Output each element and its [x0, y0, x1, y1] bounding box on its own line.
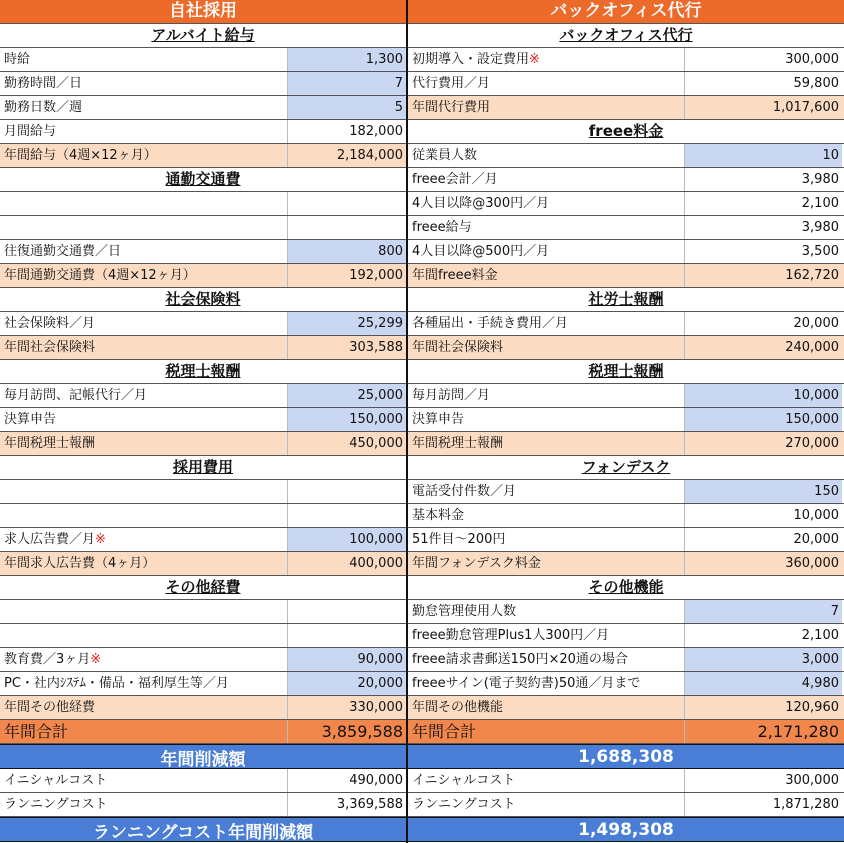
row-label: 4人目以降@300円／月	[412, 196, 550, 211]
row-label: 勤務日数／週	[4, 100, 83, 115]
table-row	[408, 528, 844, 552]
row-value: 240,000	[685, 336, 842, 359]
section-heading-row	[408, 456, 844, 480]
row-label-cell	[408, 192, 685, 215]
row-label: 代行費用／月	[412, 76, 491, 91]
row-label-cell	[408, 480, 685, 503]
row-value: 400,000	[288, 552, 406, 575]
row-value[interactable]: 100,000	[288, 528, 406, 551]
section-heading-row	[408, 288, 844, 312]
section-heading: 採用費用	[172, 458, 233, 476]
row-label-cell	[0, 672, 288, 695]
table-row	[408, 192, 844, 216]
annual-reduction-band	[0, 745, 844, 769]
annual-reduction-value: 1,688,308	[578, 747, 674, 767]
row-label: 年間その他機能	[412, 700, 504, 715]
table-row	[408, 48, 844, 72]
section-heading-row	[0, 24, 406, 48]
row-label-cell	[408, 264, 685, 287]
row-label: 年間給与（4週×12ヶ月）	[4, 148, 157, 163]
row-label: 時給	[4, 52, 31, 67]
section-heading-row	[408, 360, 844, 384]
row-value: 2,184,000	[288, 144, 406, 167]
row-label: 勤務時間／日	[4, 76, 83, 91]
table-row	[408, 672, 844, 696]
row-label-cell	[408, 216, 685, 239]
row-label-cell	[408, 312, 685, 335]
row-label-cell	[0, 480, 288, 503]
cost-label: ランニングコスト	[408, 793, 685, 816]
annual-reduction-label: 年間削減額	[0, 745, 408, 770]
row-label-cell	[0, 312, 288, 335]
section-heading: 税理士報酬	[588, 362, 664, 380]
row-label: 年間社会保険料	[4, 340, 96, 355]
table-row	[408, 240, 844, 264]
table-row	[408, 216, 844, 240]
running-reduction-band	[0, 818, 844, 842]
row-value	[288, 504, 406, 527]
row-label-cell	[0, 72, 288, 95]
row-value: 300,000	[785, 52, 839, 67]
section-heading-row	[0, 456, 406, 480]
subtotal-row	[408, 432, 844, 456]
row-label-cell	[0, 432, 288, 455]
cost-label: ランニングコスト	[0, 793, 288, 816]
row-label: 年間その他経費	[4, 700, 96, 715]
row-label-cell	[0, 384, 288, 407]
row-label-cell	[408, 336, 685, 359]
section-heading: 社会保険料	[165, 290, 241, 308]
row-value[interactable]: 10	[685, 144, 842, 167]
subtotal-row	[0, 144, 406, 168]
table-row	[0, 96, 406, 120]
table-row	[0, 504, 406, 528]
section-heading: 社労士報酬	[588, 290, 664, 308]
subtotal-row	[408, 696, 844, 720]
table-row	[0, 480, 406, 504]
row-label-cell	[408, 528, 685, 551]
section-heading: アルバイト給与	[151, 26, 255, 44]
cost-row	[408, 793, 844, 817]
row-label-cell	[408, 96, 685, 119]
subtotal-row	[408, 552, 844, 576]
row-label: 初期導入・設定費用	[412, 52, 530, 67]
section-heading-row	[0, 288, 406, 312]
section-heading: フォンデスク	[581, 458, 671, 476]
row-label-cell	[408, 504, 685, 527]
row-value[interactable]: 5	[288, 96, 406, 119]
section-heading-row	[0, 360, 406, 384]
table-row	[408, 168, 844, 192]
cost-row	[0, 793, 406, 817]
row-value: 192,000	[288, 264, 406, 287]
row-label: 毎月訪問、記帳代行／月	[4, 388, 148, 403]
row-label: 各種届出・手続き費用／月	[412, 316, 569, 331]
row-label: freeeサイン(電子契約書)50通／月まで	[412, 676, 641, 691]
section-heading-row	[408, 24, 844, 48]
row-label: PC・社内ｼｽﾃﾑ・備品・福利厚生等／月	[4, 676, 229, 691]
section-heading-row	[0, 576, 406, 600]
cost-label: イニシャルコスト	[0, 769, 288, 792]
table-row	[408, 72, 844, 96]
row-label: 年間フォンデスク料金	[412, 556, 541, 571]
row-value: 3,859,588	[288, 720, 406, 743]
in-house-header	[0, 0, 406, 24]
table-row	[408, 648, 844, 672]
row-label-cell	[0, 648, 288, 671]
row-label-cell	[408, 144, 685, 167]
row-label-cell	[0, 120, 288, 143]
cost-value: 3,369,588	[336, 797, 403, 812]
row-label-cell	[0, 600, 288, 623]
row-value[interactable]: 150	[685, 480, 842, 503]
row-label-cell	[408, 720, 685, 743]
row-label: 月間給与	[4, 124, 57, 139]
row-value[interactable]: 150,000	[685, 408, 842, 431]
row-label-cell	[0, 192, 288, 215]
row-label: 年間freee料金	[412, 268, 498, 283]
row-value	[288, 624, 406, 647]
row-label: 年間合計	[4, 721, 69, 741]
cost-value: 490,000	[349, 773, 403, 788]
in-house-breakdown	[0, 769, 408, 818]
row-label: 年間求人広告費（4ヶ月）	[4, 556, 156, 571]
table-row	[0, 384, 406, 408]
subtotal-row	[0, 264, 406, 288]
backoffice-breakdown	[408, 769, 844, 818]
table-row	[0, 624, 406, 648]
section-heading: バックオフィス代行	[559, 26, 693, 44]
row-label: freee給与	[412, 220, 472, 235]
row-value: 3,980	[801, 220, 839, 235]
row-value	[288, 192, 406, 215]
row-value[interactable]: 4,980	[685, 672, 842, 695]
row-label-cell	[0, 48, 288, 71]
row-value: 162,720	[685, 264, 842, 287]
table-row	[0, 216, 406, 240]
row-label-cell	[408, 48, 685, 71]
table-row	[0, 240, 406, 264]
row-label: 4人目以降@500円／月	[412, 244, 550, 259]
in-house-column	[0, 0, 408, 745]
row-label-cell	[0, 144, 288, 167]
total-row	[0, 720, 406, 744]
row-label: 求人広告費／月	[4, 532, 96, 547]
row-label-cell	[408, 672, 685, 695]
row-label: 年間税理士報酬	[412, 436, 504, 451]
row-label-cell	[408, 696, 685, 719]
section-heading: 税理士報酬	[165, 362, 241, 380]
row-label-cell	[0, 96, 288, 119]
row-label-cell	[408, 648, 685, 671]
row-label: 往復通勤交通費／日	[4, 244, 122, 259]
row-value[interactable]: 90,000	[288, 648, 406, 671]
table-row	[408, 624, 844, 648]
row-value: 2,171,280	[685, 720, 842, 743]
row-value: 120,960	[685, 696, 842, 719]
subtotal-row	[0, 432, 406, 456]
section-heading: 通勤交通費	[165, 170, 241, 188]
row-label-cell	[0, 720, 288, 743]
table-row	[0, 528, 406, 552]
row-value	[288, 600, 406, 623]
row-value: 303,588	[288, 336, 406, 359]
row-label: freee勤怠管理Plus1人300円／月	[412, 628, 610, 643]
section-heading-row	[408, 576, 844, 600]
row-label-cell	[408, 408, 685, 431]
row-value[interactable]: 150,000	[288, 408, 406, 431]
row-label: freee会計／月	[412, 172, 498, 187]
table-row	[408, 408, 844, 432]
row-value[interactable]: 25,299	[288, 312, 406, 335]
row-value	[288, 480, 406, 503]
row-label-cell	[0, 240, 288, 263]
row-value: 2,100	[801, 628, 839, 643]
row-label: 決算申告	[4, 412, 57, 427]
row-label-cell	[408, 72, 685, 95]
row-label: 従業員人数	[412, 148, 478, 163]
row-label: 51件目〜200円	[412, 532, 506, 547]
row-label-cell	[0, 528, 288, 551]
table-row	[0, 672, 406, 696]
row-value[interactable]: 20,000	[288, 672, 406, 695]
row-value[interactable]: 1,300	[288, 48, 406, 71]
cost-label: イニシャルコスト	[408, 769, 685, 792]
row-label-cell	[0, 552, 288, 575]
table-row	[0, 312, 406, 336]
cost-row	[408, 769, 844, 793]
row-value: 2,100	[801, 196, 839, 211]
table-row	[0, 648, 406, 672]
row-value[interactable]: 7	[685, 600, 842, 623]
row-label-cell	[0, 336, 288, 359]
table-row	[408, 312, 844, 336]
table-row	[408, 504, 844, 528]
row-label-cell	[0, 216, 288, 239]
cost-row	[0, 769, 406, 793]
row-label-cell	[408, 384, 685, 407]
row-label-cell	[408, 168, 685, 191]
section-heading: freee料金	[588, 122, 664, 140]
row-label: 年間税理士報酬	[4, 436, 96, 451]
row-value: 20,000	[793, 532, 839, 547]
table-row	[0, 192, 406, 216]
row-label: 毎月訪問／月	[412, 388, 491, 403]
row-value: 3,980	[801, 172, 839, 187]
subtotal-row	[408, 336, 844, 360]
row-value: 182,000	[349, 124, 403, 139]
subtotal-row	[408, 96, 844, 120]
note-mark: ※	[529, 52, 540, 67]
running-reduction-label: ランニングコスト年間削減額	[0, 818, 408, 843]
row-value: 3,500	[801, 244, 839, 259]
row-label: 電話受付件数／月	[412, 484, 517, 499]
row-label-cell	[0, 264, 288, 287]
total-row	[408, 720, 844, 744]
row-label: 年間通勤交通費（4週×12ヶ月）	[4, 268, 196, 283]
row-label: 社会保険料／月	[4, 316, 96, 331]
row-value	[288, 216, 406, 239]
table-row	[0, 72, 406, 96]
running-reduction-value: 1,498,308	[578, 820, 674, 840]
backoffice-column	[408, 0, 844, 745]
row-value: 10,000	[793, 508, 839, 523]
table-row	[0, 120, 406, 144]
row-value: 330,000	[288, 696, 406, 719]
cost-breakdown	[0, 769, 844, 818]
row-label: freee請求書郵送150円×20通の場合	[412, 652, 628, 667]
row-value: 360,000	[685, 552, 842, 575]
table-row	[408, 480, 844, 504]
row-label-cell	[408, 432, 685, 455]
backoffice-header	[408, 0, 844, 24]
table-row	[408, 144, 844, 168]
table-row	[408, 384, 844, 408]
section-heading: その他経費	[165, 578, 241, 596]
row-label-cell	[0, 504, 288, 527]
row-label: 年間代行費用	[412, 100, 491, 115]
row-value[interactable]: 7	[288, 72, 406, 95]
table-row	[0, 408, 406, 432]
row-value: 20,000	[793, 316, 839, 331]
row-label: 基本料金	[412, 508, 465, 523]
row-label-cell	[408, 552, 685, 575]
row-value: 450,000	[288, 432, 406, 455]
row-value[interactable]: 800	[288, 240, 406, 263]
row-label: 教育費／3ヶ月	[4, 652, 91, 667]
row-value[interactable]: 10,000	[685, 384, 842, 407]
table-row	[0, 48, 406, 72]
row-label-cell	[408, 240, 685, 263]
subtotal-row	[0, 696, 406, 720]
row-label-cell	[0, 696, 288, 719]
subtotal-row	[0, 336, 406, 360]
section-heading: その他機能	[588, 578, 664, 596]
table-row	[0, 600, 406, 624]
row-label: 年間合計	[412, 721, 477, 741]
subtotal-row	[0, 552, 406, 576]
row-value: 1,017,600	[685, 96, 842, 119]
section-heading-row	[0, 168, 406, 192]
cost-value: 300,000	[785, 773, 839, 788]
note-mark: ※	[90, 652, 102, 667]
row-label-cell	[408, 600, 685, 623]
row-label: 決算申告	[412, 412, 465, 427]
cost-value: 1,871,280	[772, 797, 839, 812]
backoffice-header-label: バックオフィス代行	[550, 1, 702, 21]
note-mark: ※	[95, 532, 106, 547]
row-value: 59,800	[793, 76, 839, 91]
row-value[interactable]: 3,000	[685, 648, 842, 671]
row-label: 勤怠管理使用人数	[412, 604, 517, 619]
row-label-cell	[0, 408, 288, 431]
row-value[interactable]: 25,000	[288, 384, 406, 407]
table-row	[408, 600, 844, 624]
row-value: 270,000	[685, 432, 842, 455]
row-label: 年間社会保険料	[412, 340, 504, 355]
row-label-cell	[408, 624, 685, 647]
row-label-cell	[0, 624, 288, 647]
in-house-header-label: 自社採用	[169, 1, 237, 21]
section-heading-row	[408, 120, 844, 144]
subtotal-row	[408, 264, 844, 288]
